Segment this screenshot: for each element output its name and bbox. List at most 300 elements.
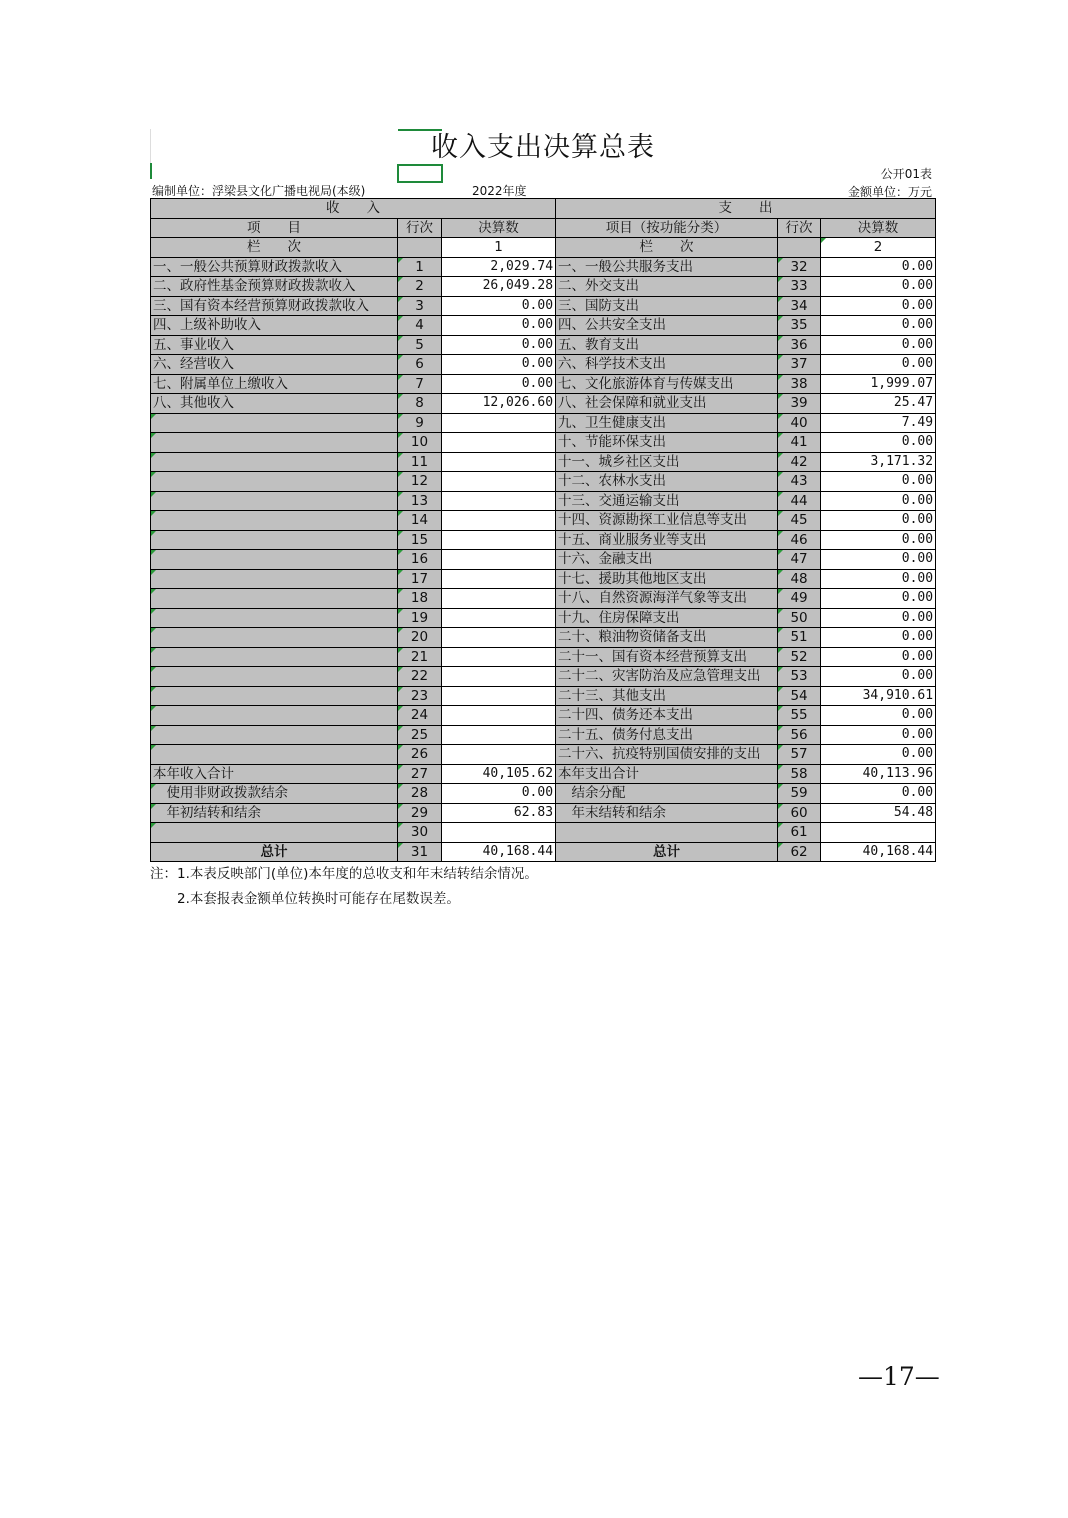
income-amount-cell (442, 745, 556, 765)
expense-row-no-header: 行次 (778, 218, 821, 238)
income-row-no-cell (398, 686, 442, 706)
income-amount-cell (442, 472, 556, 492)
expense-amount-cell-text: 0.00 (901, 317, 934, 333)
table-row (151, 686, 936, 706)
income-item-cell-text: 本年收入合计 (153, 765, 234, 782)
income-amount-cell (442, 413, 556, 433)
expense-item-cell-text: 二十一、国有资本经营预算支出 (558, 648, 748, 665)
income-row-no-cell (398, 550, 442, 570)
expense-row-no-cell (778, 589, 821, 609)
income-amount-cell-text: 0.00 (521, 785, 554, 801)
income-row-no-cell (398, 355, 442, 375)
table-row (151, 257, 936, 277)
expense-item-cell-text: 十八、自然资源海洋气象等支出 (558, 590, 748, 607)
cell-note-marker (778, 765, 783, 770)
income-item-cell (151, 842, 398, 862)
expense-item-cell-text: 三、国防支出 (558, 297, 640, 314)
cell-note-marker (778, 355, 783, 360)
expense-amount-cell (821, 667, 936, 687)
income-item-cell (151, 335, 398, 355)
cell-note-marker (151, 628, 156, 633)
cell-note-marker (778, 277, 783, 282)
expense-item-cell-text: 七、文化旅游体育与传媒支出 (558, 375, 734, 392)
table-row (151, 628, 936, 648)
expense-row-no-cell (778, 257, 821, 277)
income-item-cell (151, 472, 398, 492)
cell-note-marker (398, 453, 403, 458)
expense-row-no-cell-text: 37 (790, 356, 808, 373)
income-row-no-cell (398, 803, 442, 823)
title-row (150, 129, 935, 163)
expense-item-cell-text: 十六、金融支出 (558, 551, 653, 568)
cell-note-marker (778, 511, 783, 516)
income-item-cell-text: 一、一般公共预算财政拨款收入 (153, 258, 342, 275)
income-amount-cell (442, 530, 556, 550)
income-section-header: 收 入 (151, 199, 556, 219)
expense-column-label: 栏 次 (556, 238, 778, 258)
income-amount-cell (442, 374, 556, 394)
expense-item-cell-text: 二十、粮油物资储备支出 (558, 629, 707, 646)
cell-note-marker (398, 394, 403, 399)
income-row-no-cell-text: 7 (415, 375, 424, 392)
income-item-cell-text: 七、附属单位上缴收入 (153, 375, 288, 392)
expense-item-cell (556, 628, 778, 648)
cell-note-marker (398, 433, 403, 438)
expense-amount-cell-text: 54.48 (893, 804, 934, 820)
income-item-header: 项 目 (151, 218, 398, 238)
expense-row-no-cell (778, 608, 821, 628)
expense-item-cell-text: 十二、农林水支出 (558, 473, 667, 490)
income-amount-cell (442, 823, 556, 843)
income-amount-cell (442, 550, 556, 570)
table-row (151, 335, 936, 355)
expense-row-no-cell-text: 34 (790, 297, 808, 314)
expense-amount-cell-text: 0.00 (901, 629, 934, 645)
expense-amount-cell-text: 0.00 (901, 648, 934, 664)
expense-amount-cell-text: 25.47 (893, 395, 934, 411)
income-row-no-cell-text: 18 (410, 590, 429, 607)
expense-item-cell (556, 316, 778, 336)
expense-row-no-cell (778, 530, 821, 550)
expense-item-cell (556, 394, 778, 414)
expense-row-no-cell-text: 49 (790, 590, 808, 607)
expense-amount-cell-text: 0.00 (901, 473, 934, 489)
income-row-no-cell (398, 491, 442, 511)
expense-item-cell (556, 550, 778, 570)
income-row-no-cell (398, 472, 442, 492)
expense-row-no-cell (778, 355, 821, 375)
cell-note-marker (398, 531, 403, 536)
reporting-unit: 编制单位：浮梁县文化广播电视局(本级) (152, 184, 366, 198)
expense-amount-cell-text: 40,168.44 (862, 843, 934, 859)
expense-amount-cell (821, 745, 936, 765)
cell-note-marker (151, 667, 156, 672)
expense-row-no-cell-text: 39 (790, 395, 808, 412)
expense-row-no-cell (778, 803, 821, 823)
income-item-cell (151, 803, 398, 823)
expense-item-cell-text: 一、一般公共服务支出 (558, 258, 694, 275)
income-row-no-cell-text: 26 (410, 746, 429, 763)
expense-amount-cell (821, 686, 936, 706)
expense-item-cell-text: 十一、城乡社区支出 (558, 453, 680, 470)
expense-item-cell (556, 764, 778, 784)
expense-item-cell-text: 十九、住房保障支出 (558, 609, 680, 626)
cell-note-marker (151, 511, 156, 516)
income-amount-cell (442, 257, 556, 277)
income-row-no-cell-text: 9 (415, 414, 424, 431)
income-amount-cell (442, 394, 556, 414)
expense-amount-cell-text: 0.00 (901, 746, 934, 762)
income-item-cell (151, 413, 398, 433)
cell-note-marker (778, 394, 783, 399)
expense-amount-cell (821, 725, 936, 745)
income-row-no-cell-text: 21 (410, 648, 429, 665)
expense-amount-cell (821, 842, 936, 862)
column-header-row (151, 218, 936, 238)
expense-amount-cell-text: 3,171.32 (870, 453, 934, 469)
cell-note-marker (398, 492, 403, 497)
income-row-no-cell (398, 413, 442, 433)
expense-amount-cell-text: 0.00 (901, 297, 934, 313)
table-row (151, 433, 936, 453)
income-amount-cell (442, 667, 556, 687)
income-row-no-cell (398, 335, 442, 355)
table-row (151, 803, 936, 823)
expense-amount-cell (821, 511, 936, 531)
income-item-cell (151, 784, 398, 804)
expense-item-cell-text: 十四、资源勘探工业信息等支出 (558, 512, 748, 529)
cell-note-marker (398, 414, 403, 419)
expense-amount-cell-text: 0.00 (901, 434, 934, 450)
expense-item-cell-text: 二十二、灾害防治及应急管理支出 (558, 668, 761, 685)
cell-note-marker (778, 297, 783, 302)
income-amount-cell (442, 803, 556, 823)
expense-item-cell (556, 335, 778, 355)
income-row-no-cell (398, 394, 442, 414)
expense-item-cell-text: 总计 (653, 843, 681, 860)
expense-item-cell-text: 本年支出合计 (558, 765, 640, 782)
cell-note-marker (151, 804, 156, 809)
cell-note-marker (151, 453, 156, 458)
expense-item-cell-text: 十七、援助其他地区支出 (558, 570, 707, 587)
income-row-no-cell-text: 16 (410, 551, 429, 568)
table-row (151, 394, 936, 414)
expense-item-cell-text: 十三、交通运输支出 (558, 492, 680, 509)
expense-row-no-cell (778, 725, 821, 745)
expense-row-no-cell-text: 51 (790, 629, 808, 646)
cell-note-marker (398, 784, 403, 789)
income-column-label: 栏 次 (151, 238, 398, 258)
income-row-no-cell-text: 13 (410, 492, 429, 509)
income-row-no-cell-text: 20 (410, 629, 429, 646)
expense-amount-cell-text: 0.00 (901, 258, 934, 274)
income-row-no-cell-text: 8 (415, 395, 424, 412)
cell-note-marker (778, 784, 783, 789)
income-row-no-cell (398, 647, 442, 667)
expense-row-no-cell-text: 43 (790, 473, 808, 490)
cell-note-marker (778, 453, 783, 458)
expense-amount-cell-text: 0.00 (901, 726, 934, 742)
table-row (151, 745, 936, 765)
expense-item-cell-text: 八、社会保障和就业支出 (558, 395, 707, 412)
table-row (151, 316, 936, 336)
expense-row-no-cell-text: 44 (790, 492, 808, 509)
income-row-no-cell (398, 374, 442, 394)
form-code: 公开01表 (880, 167, 932, 181)
cell-note-marker (778, 745, 783, 750)
expense-amount-cell-text: 0.00 (901, 492, 934, 508)
cell-note-marker (398, 843, 403, 848)
notes (150, 862, 935, 912)
expense-row-no-cell (778, 316, 821, 336)
cell-note-marker (778, 531, 783, 536)
cell-note-marker (398, 804, 403, 809)
statement-sheet (150, 129, 935, 912)
expense-amount-cell (821, 706, 936, 726)
income-row-no-cell-text: 4 (415, 317, 424, 334)
cell-note-marker (821, 238, 826, 243)
income-item-cell-text: 二、政府性基金预算财政拨款收入 (153, 278, 356, 295)
income-amount-header: 决算数 (442, 218, 556, 238)
expense-amount-cell (821, 589, 936, 609)
expense-row-no-cell (778, 335, 821, 355)
expense-row-no-cell-text: 45 (790, 512, 808, 529)
expense-row-no-cell-text: 57 (790, 746, 808, 763)
income-row-no-cell-text: 1 (415, 258, 424, 275)
cell-note-marker (398, 511, 403, 516)
expense-item-cell-text: 二十三、其他支出 (558, 687, 667, 704)
expense-amount-cell (821, 803, 936, 823)
income-item-cell-text: 总计 (260, 843, 288, 860)
income-row-no-cell-text: 14 (410, 512, 429, 529)
cell-note-marker (778, 492, 783, 497)
income-row-no-cell-text: 2 (415, 278, 424, 295)
income-row-no-cell (398, 745, 442, 765)
income-column-index: 1 (442, 238, 556, 258)
expense-item-cell (556, 686, 778, 706)
income-amount-cell (442, 296, 556, 316)
expense-row-no-cell-text: 54 (790, 687, 808, 704)
table-row (151, 784, 936, 804)
expense-row-no-cell-text: 46 (790, 531, 808, 548)
income-item-cell (151, 296, 398, 316)
expense-item-cell (556, 355, 778, 375)
expense-item-cell-text: 二十五、债务付息支出 (558, 726, 694, 743)
cell-note-marker (778, 726, 783, 731)
expense-item-cell (556, 413, 778, 433)
expense-row-no-cell (778, 452, 821, 472)
cell-note-marker (778, 550, 783, 555)
expense-row-no-cell-text: 33 (790, 278, 808, 295)
income-amount-cell (442, 511, 556, 531)
cell-note-marker (151, 648, 156, 653)
cell-note-marker (778, 472, 783, 477)
expense-amount-cell (821, 316, 936, 336)
income-item-cell-text: 三、国有资本经营预算财政拨款收入 (153, 297, 369, 314)
income-amount-cell-text: 0.00 (521, 375, 554, 391)
cell-note-marker (398, 375, 403, 380)
income-row-no-cell-text: 12 (410, 473, 429, 490)
income-item-cell-text: 四、上级补助收入 (153, 317, 261, 334)
table-row (151, 667, 936, 687)
cell-note-marker (151, 414, 156, 419)
income-item-cell-text: 五、事业收入 (153, 336, 234, 353)
income-item-cell-text: 使用非财政拨款结余 (153, 785, 288, 802)
expense-row-no-cell (778, 394, 821, 414)
expense-amount-cell-text: 0.00 (901, 707, 934, 723)
expense-item-cell (556, 647, 778, 667)
expense-item-cell-text: 十五、商业服务业等支出 (558, 531, 707, 548)
cell-note-marker (151, 726, 156, 731)
income-row-no-cell (398, 569, 442, 589)
cell-note-marker (398, 336, 403, 341)
expense-row-no-cell (778, 667, 821, 687)
expense-amount-header: 决算数 (821, 218, 936, 238)
table-row (151, 296, 936, 316)
cell-note-marker (398, 648, 403, 653)
cell-note-marker (778, 843, 783, 848)
expense-amount-cell (821, 296, 936, 316)
income-row-no-cell (398, 842, 442, 862)
expense-row-no-cell-text: 59 (790, 785, 808, 802)
expense-amount-cell-text: 0.00 (901, 609, 934, 625)
income-item-cell (151, 257, 398, 277)
income-row-no-cell (398, 530, 442, 550)
income-amount-cell-text: 40,168.44 (482, 843, 554, 859)
expense-amount-cell (821, 433, 936, 453)
income-item-cell (151, 277, 398, 297)
cell-note-marker (398, 316, 403, 321)
cell-note-marker (398, 550, 403, 555)
income-item-cell (151, 569, 398, 589)
income-amount-cell (442, 491, 556, 511)
expense-row-no-cell (778, 706, 821, 726)
cell-note-marker (398, 726, 403, 731)
income-item-cell (151, 394, 398, 414)
table-row (151, 550, 936, 570)
expense-amount-cell-text: 0.00 (901, 278, 934, 294)
income-row-no-cell-text: 22 (410, 668, 429, 685)
expense-amount-cell (821, 569, 936, 589)
expense-item-cell-text: 二、外交支出 (558, 278, 640, 295)
cell-note-marker (151, 609, 156, 614)
table-row (151, 491, 936, 511)
income-item-cell-text: 年初结转和结余 (153, 804, 261, 821)
cell-note-marker (398, 355, 403, 360)
income-row-no-cell (398, 257, 442, 277)
income-item-cell (151, 433, 398, 453)
income-amount-cell-text: 12,026.60 (482, 395, 554, 411)
income-amount-cell-text: 26,049.28 (482, 278, 554, 294)
income-item-cell (151, 764, 398, 784)
expense-item-cell (556, 569, 778, 589)
expense-row-no-cell-text: 47 (790, 551, 808, 568)
expense-row-no-cell-text: 38 (790, 375, 808, 392)
expense-column-index (821, 238, 936, 258)
income-row-no-cell (398, 667, 442, 687)
expense-item-cell (556, 823, 778, 843)
expense-amount-cell-text: 0.00 (901, 590, 934, 606)
expense-amount-cell-text: 0.00 (901, 668, 934, 684)
cell-note-marker (151, 706, 156, 711)
cell-note-marker (151, 745, 156, 750)
expense-row-no-cell (778, 784, 821, 804)
income-row-no-cell (398, 296, 442, 316)
table-row (151, 764, 936, 784)
table-row (151, 374, 936, 394)
expense-row-no-cell-text: 40 (790, 414, 808, 431)
income-row-no-cell-text: 28 (410, 785, 429, 802)
income-amount-cell-text: 0.00 (521, 317, 554, 333)
income-row-no-cell-text: 29 (410, 804, 429, 821)
expense-item-cell (556, 589, 778, 609)
table-row (151, 530, 936, 550)
income-item-cell (151, 628, 398, 648)
income-amount-cell-text: 62.83 (513, 804, 554, 820)
income-item-cell (151, 491, 398, 511)
cell-note-marker (778, 258, 783, 263)
expense-item-cell-text: 年末结转和结余 (558, 804, 667, 821)
expense-item-cell-text: 五、教育支出 (558, 336, 640, 353)
expense-item-cell (556, 472, 778, 492)
expense-item-cell-text: 结余分配 (558, 785, 626, 802)
table-row (151, 355, 936, 375)
expense-row-no-cell-text: 56 (790, 726, 808, 743)
income-item-cell (151, 667, 398, 687)
cell-note-marker (778, 687, 783, 692)
expense-item-cell (556, 452, 778, 472)
income-row-no-cell (398, 823, 442, 843)
income-amount-cell (442, 452, 556, 472)
income-row-no-cell (398, 628, 442, 648)
income-row-no-cell-text: 24 (410, 707, 429, 724)
expense-item-cell (556, 784, 778, 804)
expense-row-no-cell (778, 764, 821, 784)
income-amount-cell (442, 608, 556, 628)
cell-note-marker (778, 648, 783, 653)
expense-row-no-cell-text: 36 (790, 336, 808, 353)
expense-amount-cell-text: 1,999.07 (870, 375, 934, 391)
table-row (151, 277, 936, 297)
income-amount-cell (442, 686, 556, 706)
income-row-no-cell-text: 3 (415, 297, 424, 314)
table-row (151, 823, 936, 843)
income-item-cell (151, 706, 398, 726)
cell-note-marker (778, 609, 783, 614)
expense-column-index-text: 2 (873, 239, 883, 256)
cell-note-marker (151, 570, 156, 575)
income-amount-cell (442, 628, 556, 648)
expense-row-no-cell-text: 52 (790, 648, 808, 665)
income-item-cell (151, 550, 398, 570)
cell-note-marker (778, 414, 783, 419)
cell-note-marker (778, 823, 783, 828)
cell-note-marker (151, 589, 156, 594)
expense-amount-cell (821, 394, 936, 414)
expense-item-cell-text: 二十四、债务还本支出 (558, 707, 694, 724)
cell-note-marker (398, 745, 403, 750)
table-row (151, 472, 936, 492)
expense-item-cell (556, 842, 778, 862)
cell-note-marker (398, 297, 403, 302)
expense-amount-cell (821, 491, 936, 511)
income-expense-table (150, 198, 936, 862)
expense-row-no-cell-text: 55 (790, 707, 808, 724)
table-row (151, 842, 936, 862)
income-amount-cell (442, 277, 556, 297)
expense-amount-cell (821, 335, 936, 355)
income-item-cell (151, 530, 398, 550)
